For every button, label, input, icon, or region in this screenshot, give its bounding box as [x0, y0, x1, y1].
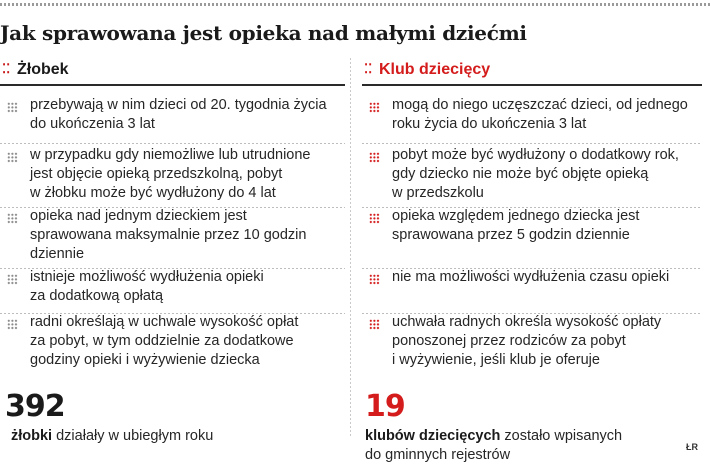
header-dots-icon: ⁚⁚ — [364, 61, 373, 76]
column-header-label: Żłobek — [17, 61, 69, 78]
stat-number-zlobki: 392 — [5, 389, 65, 424]
list-item-text: przebywają w nim dzieci od 20. tygodnia życia do ukończenia 3 lat — [30, 97, 327, 132]
list-item — [0, 313, 345, 378]
list-item-text: nie ma możliwości wydłużenia czasu opieki — [392, 269, 670, 285]
stat-caption-zlobki — [11, 427, 213, 446]
item-divider — [0, 143, 345, 144]
column-header-klub — [362, 58, 702, 86]
dot-grid-icon — [369, 152, 380, 163]
list-item — [0, 96, 345, 146]
column-klub-dzieciecy — [362, 58, 702, 368]
column-zlobek — [0, 58, 345, 368]
stat-caption-rest: zostało wpisanych — [500, 428, 623, 444]
dot-grid-icon — [7, 152, 18, 163]
list-item — [362, 313, 702, 378]
list-item-text: mogą do niego uczęszczać dzieci, od jednego roku życia do ukończenia 3 lat — [392, 97, 688, 132]
stat-caption-kluby — [365, 427, 622, 465]
list-item-text: radni określają w uchwale wysokość opłat za pobyt, w tym oddzielnie za dodatkowe godziny opieki i wyżywienie dziecka — [30, 314, 299, 368]
top-dotted-rule — [0, 3, 710, 6]
list-item-text: w przypadku gdy niemożliwe lub utrudnione jest objęcie opieką przedszkolną, pobyt w żłobku może być wydłużony do 4 lat — [30, 147, 311, 201]
stat-number-kluby: 19 — [365, 389, 405, 424]
list-item-text: pobyt może być wydłużony o dodatkowy rok, gdy dziecko nie może być objęte opieką w przedszkolu — [392, 147, 679, 201]
stat-caption-rest: działały w ubiegłym roku — [52, 428, 214, 444]
stat-caption-bold: klubów dziecięcych — [365, 428, 501, 444]
dot-grid-icon — [369, 213, 380, 224]
list-item-text: opieka nad jednym dzieckiem jest sprawowana maksymalnie przez 10 godzin dziennie — [30, 208, 307, 262]
list-item-text: opieka względem jednego dziecka jest sprawowana przez 5 godzin dziennie — [392, 208, 640, 243]
list-item-text: uchwała radnych określa wysokość opłaty ponoszonej przez rodziców za pobyt i wyżywienie, jeśli klub je oferuje — [392, 314, 662, 368]
dot-grid-icon — [7, 319, 18, 330]
dot-grid-icon — [369, 319, 380, 330]
list-item — [0, 146, 345, 207]
dot-grid-icon — [369, 102, 380, 113]
list-item — [362, 268, 702, 313]
stat-caption-bold: żłobki — [11, 428, 53, 444]
dot-grid-icon — [7, 274, 18, 285]
list-item — [362, 146, 702, 207]
list-item — [362, 207, 702, 268]
list-item — [0, 207, 345, 268]
list-item — [362, 96, 702, 146]
column-header-zlobek — [0, 58, 345, 86]
list-item-text: istnieje możliwość wydłużenia opieki za dodatkową opłatą — [30, 269, 264, 304]
author-credit: ŁR — [686, 442, 698, 452]
page-title: Jak sprawowana jest opieka nad małymi dziećmi — [0, 21, 527, 45]
header-dots-icon: ⁚⁚ — [2, 61, 11, 76]
dot-grid-icon — [7, 102, 18, 113]
dot-grid-icon — [7, 213, 18, 224]
stat-caption-line2: do gminnych rejestrów — [365, 447, 511, 463]
dot-grid-icon — [369, 274, 380, 285]
list-item — [0, 268, 345, 313]
column-header-label: Klub dziecięcy — [379, 61, 491, 78]
column-divider — [350, 58, 351, 438]
item-divider — [362, 143, 702, 144]
